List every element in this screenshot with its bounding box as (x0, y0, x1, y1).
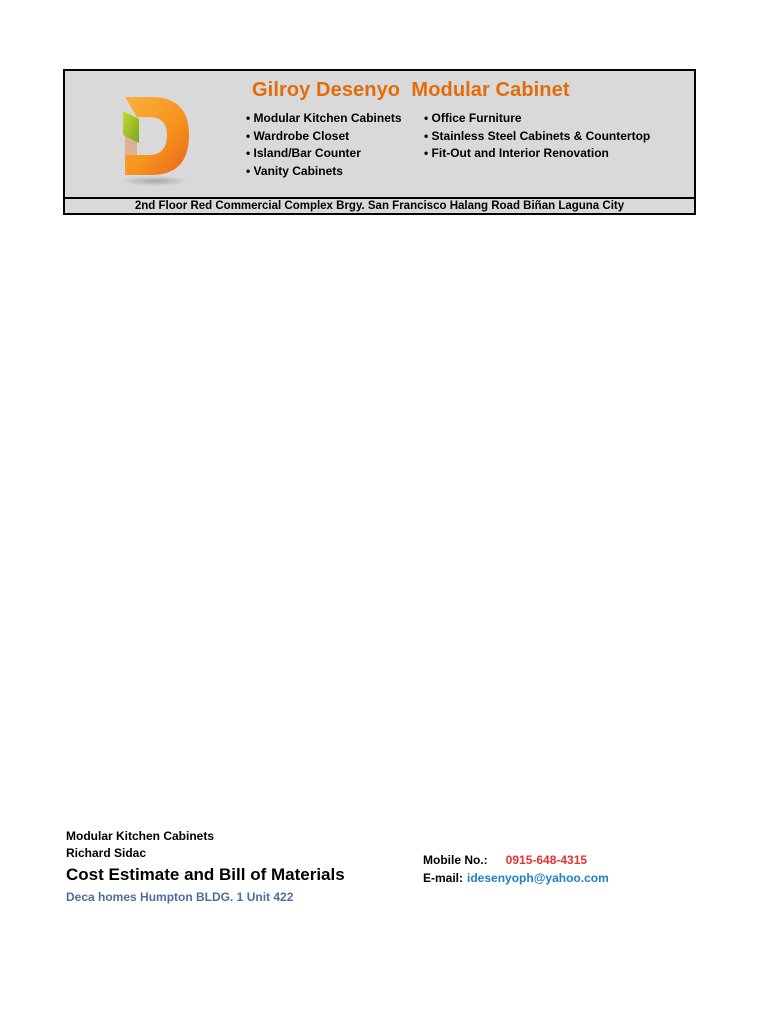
document-info (66, 827, 345, 906)
service-item: • Stainless Steel Cabinets & Countertop (424, 128, 650, 146)
contact-info (423, 851, 609, 887)
client-name: Richard Sidac (66, 846, 147, 860)
services-list-left (246, 110, 402, 180)
service-item: • Vanity Cabinets (246, 163, 402, 181)
email-label: E-mail: (423, 871, 464, 885)
company-name: Gilroy Desenyo Modular Cabinet (252, 79, 570, 101)
header-top-section (65, 71, 694, 197)
service-item: • Island/Bar Counter (246, 145, 402, 163)
mobile-label: Mobile No.: (423, 853, 488, 867)
document-type: Modular Kitchen Cabinets (66, 829, 215, 843)
service-item: • Modular Kitchen Cabinets (246, 110, 402, 128)
document-title: Cost Estimate and Bill of Materials (66, 865, 345, 884)
project-location: Deca homes Humpton BLDG. 1 Unit 422 (66, 890, 294, 904)
company-address: 2nd Floor Red Commercial Complex Brgy. San Francisco Halang Road Biñan Laguna City (65, 197, 694, 213)
services-list-right (424, 110, 650, 163)
service-item: • Office Furniture (424, 110, 650, 128)
mobile-number: 0915-648-4315 (505, 853, 588, 867)
service-item: • Fit-Out and Interior Renovation (424, 145, 650, 163)
service-item: • Wardrobe Closet (246, 128, 402, 146)
company-header (63, 69, 696, 215)
orange-letter-d-logo-icon (117, 89, 197, 189)
email-link[interactable]: idesenyoph@yahoo.com (467, 871, 609, 885)
mobile-row (423, 851, 609, 869)
email-row (423, 869, 609, 887)
